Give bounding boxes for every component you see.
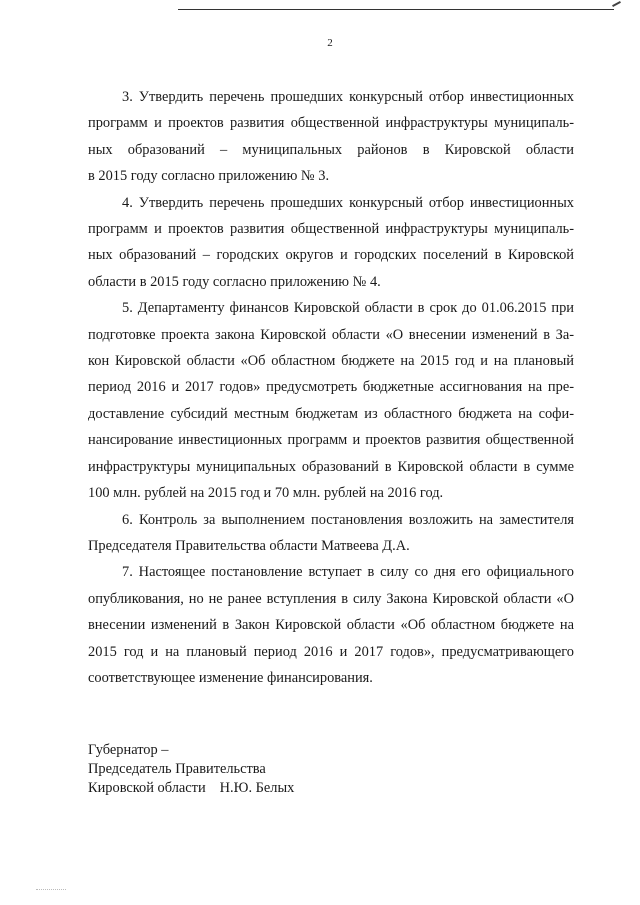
paragraph-line: программ и проектов развития общественной инфраструктуры муниципаль- — [88, 221, 574, 238]
paragraph-line: соответствующее изменение финансирования. — [88, 669, 373, 686]
paragraph-line: Председателя Правительства области Матвеева Д.А. — [88, 537, 410, 554]
scan-artifact — [36, 889, 66, 891]
paragraph-line: 3. Утвердить перечень прошедших конкурсный отбор инвестиционных — [122, 89, 574, 105]
document-body — [88, 84, 574, 691]
paragraph-6 — [88, 507, 574, 560]
paragraph-line: период 2016 и 2017 годов» предусмотреть бюджетные ассигнования на пре- — [88, 379, 574, 396]
paragraph-line: кон Кировской области «Об областном бюджете на 2015 год и на плановый — [88, 353, 574, 370]
paragraph-5 — [88, 295, 574, 506]
signature-region-line — [88, 779, 294, 798]
paragraph-line: подготовке проекта закона Кировской области «О внесении изменений в За- — [88, 326, 574, 343]
paragraph-line: 100 млн. рублей на 2015 год и 70 млн. рублей на 2016 год. — [88, 485, 444, 502]
paragraph-line: 2015 год и на плановый период 2016 и 2017 годов», предусматривающего — [88, 643, 574, 660]
scan-mark — [612, 1, 621, 7]
signature-position: Председатель Правительства — [88, 761, 266, 777]
top-rule — [178, 9, 614, 10]
paragraph-line: опубликования, но не ранее вступления в силу Закона Кировской области «О — [88, 590, 574, 607]
paragraph-line: 7. Настоящее постановление вступает в силу со дня его официального — [122, 564, 574, 581]
page-number: 2 — [327, 37, 333, 49]
paragraph-line: инфраструктуры муниципальных образований в Кировской области в сумме — [88, 458, 574, 475]
signature-block — [88, 741, 294, 798]
paragraph-line: ных образований – городских округов и городских поселений в Кировской — [88, 247, 574, 264]
paragraph-line: доставление субсидий местным бюджетам из областного бюджета на софи- — [88, 405, 574, 422]
paragraph-line: 6. Контроль за выполнением постановления возложить на заместителя — [122, 511, 574, 528]
signature-name: Н.Ю. Белых — [219, 780, 295, 796]
signature-title: Губернатор – — [88, 742, 169, 758]
signature-region: Кировской области — [88, 780, 206, 796]
paragraph-line: внесении изменений в Закон Кировской области «Об областном бюджете на — [88, 617, 574, 634]
paragraph-3 — [88, 84, 574, 190]
paragraph-line: в 2015 году согласно приложению № 3. — [88, 168, 330, 185]
paragraph-line: 4. Утвердить перечень прошедших конкурсный отбор инвестиционных — [122, 194, 574, 211]
paragraph-4 — [88, 190, 574, 296]
paragraph-line: нансирование инвестиционных программ и проектов развития общественной — [88, 432, 574, 449]
paragraph-line: ных образований – муниципальных районов в Кировской области — [88, 141, 574, 158]
paragraph-line: 5. Департаменту финансов Кировской области в срок до 01.06.2015 при — [122, 300, 574, 317]
paragraph-7 — [88, 559, 574, 691]
paragraph-line: программ и проектов развития общественной инфраструктуры муниципаль- — [88, 115, 574, 132]
paragraph-line: области в 2015 году согласно приложению № 4. — [88, 273, 381, 290]
